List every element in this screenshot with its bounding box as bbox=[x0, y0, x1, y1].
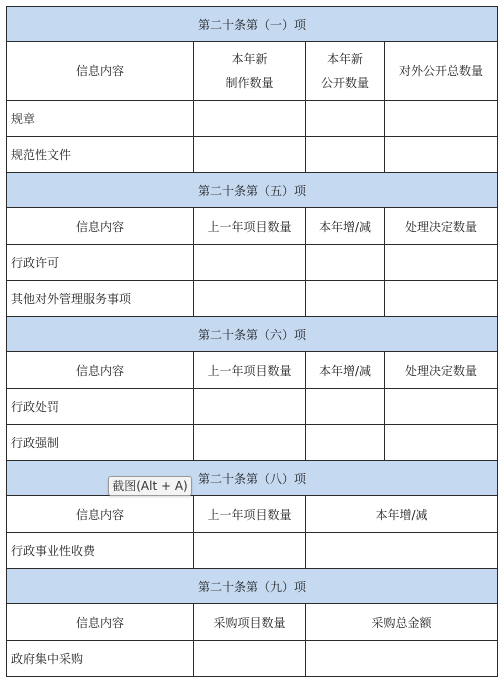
column-header: 上一年项目数量 bbox=[194, 496, 306, 533]
data-cell bbox=[194, 245, 306, 281]
column-header-row bbox=[7, 42, 498, 101]
column-header: 上一年项目数量 bbox=[194, 352, 306, 389]
section-title: 第二十条第（五）项 bbox=[7, 173, 498, 208]
data-cell bbox=[194, 101, 306, 137]
row-label: 其他对外管理服务事项 bbox=[7, 281, 194, 317]
row-label: 规范性文件 bbox=[7, 137, 194, 173]
column-header: 本年增/减 bbox=[306, 208, 385, 245]
data-cell bbox=[306, 101, 385, 137]
column-header-row bbox=[7, 604, 498, 641]
section-header-row bbox=[7, 569, 498, 604]
column-header: 本年增/减 bbox=[306, 352, 385, 389]
column-header: 信息内容 bbox=[7, 42, 194, 101]
column-header-row bbox=[7, 352, 498, 389]
table-row bbox=[7, 425, 498, 461]
data-cell bbox=[194, 533, 306, 569]
column-header bbox=[194, 42, 306, 101]
data-cell bbox=[306, 245, 385, 281]
column-header: 信息内容 bbox=[7, 208, 194, 245]
column-header-line: 公开数量 bbox=[320, 76, 369, 90]
data-cell bbox=[306, 281, 385, 317]
data-cell bbox=[385, 389, 498, 425]
table-row bbox=[7, 533, 498, 569]
section-title: 第二十条第（九）项 bbox=[7, 569, 498, 604]
row-label: 行政事业性收费 bbox=[7, 533, 194, 569]
column-header: 采购总金额 bbox=[306, 604, 498, 641]
column-header: 对外公开总数量 bbox=[385, 42, 498, 101]
data-cell bbox=[194, 425, 306, 461]
table-row bbox=[7, 245, 498, 281]
table-row bbox=[7, 641, 498, 677]
row-label: 行政处罚 bbox=[7, 389, 194, 425]
column-header: 采购项目数量 bbox=[194, 604, 306, 641]
column-header: 处理决定数量 bbox=[385, 208, 498, 245]
data-cell bbox=[306, 641, 498, 677]
data-cell bbox=[306, 425, 385, 461]
section-header-row bbox=[7, 7, 498, 42]
column-header: 上一年项目数量 bbox=[194, 208, 306, 245]
row-label: 行政许可 bbox=[7, 245, 194, 281]
data-cell bbox=[385, 245, 498, 281]
screenshot-tooltip: 截图(Alt + A) bbox=[108, 476, 192, 496]
column-header: 信息内容 bbox=[7, 604, 194, 641]
column-header bbox=[306, 42, 385, 101]
table-row bbox=[7, 137, 498, 173]
data-cell bbox=[194, 641, 306, 677]
data-cell bbox=[194, 281, 306, 317]
data-cell bbox=[385, 137, 498, 173]
column-header-row bbox=[7, 496, 498, 533]
column-header: 本年增/减 bbox=[306, 496, 498, 533]
data-cell bbox=[385, 101, 498, 137]
table-row bbox=[7, 101, 498, 137]
section-title: 第二十条第（六）项 bbox=[7, 317, 498, 352]
column-header: 信息内容 bbox=[7, 496, 194, 533]
data-cell bbox=[306, 533, 498, 569]
row-label: 规章 bbox=[7, 101, 194, 137]
table-row bbox=[7, 389, 498, 425]
column-header: 信息内容 bbox=[7, 352, 194, 389]
column-header: 处理决定数量 bbox=[385, 352, 498, 389]
data-cell bbox=[306, 137, 385, 173]
disclosure-table bbox=[6, 6, 498, 677]
row-label: 政府集中采购 bbox=[7, 641, 194, 677]
data-cell bbox=[194, 137, 306, 173]
data-cell bbox=[385, 425, 498, 461]
data-cell bbox=[194, 389, 306, 425]
table-row bbox=[7, 281, 498, 317]
section-title: 第二十条第（一）项 bbox=[7, 7, 498, 42]
column-header-line: 本年新 bbox=[326, 52, 363, 66]
data-cell bbox=[385, 281, 498, 317]
data-cell bbox=[306, 389, 385, 425]
column-header-line: 本年新 bbox=[231, 52, 268, 66]
section-header-row bbox=[7, 317, 498, 352]
section-header-row bbox=[7, 173, 498, 208]
column-header-line: 制作数量 bbox=[225, 76, 274, 90]
column-header-row bbox=[7, 208, 498, 245]
section-header-row bbox=[7, 461, 498, 496]
section-title: 第二十条第（八）项 bbox=[7, 461, 498, 496]
row-label: 行政强制 bbox=[7, 425, 194, 461]
